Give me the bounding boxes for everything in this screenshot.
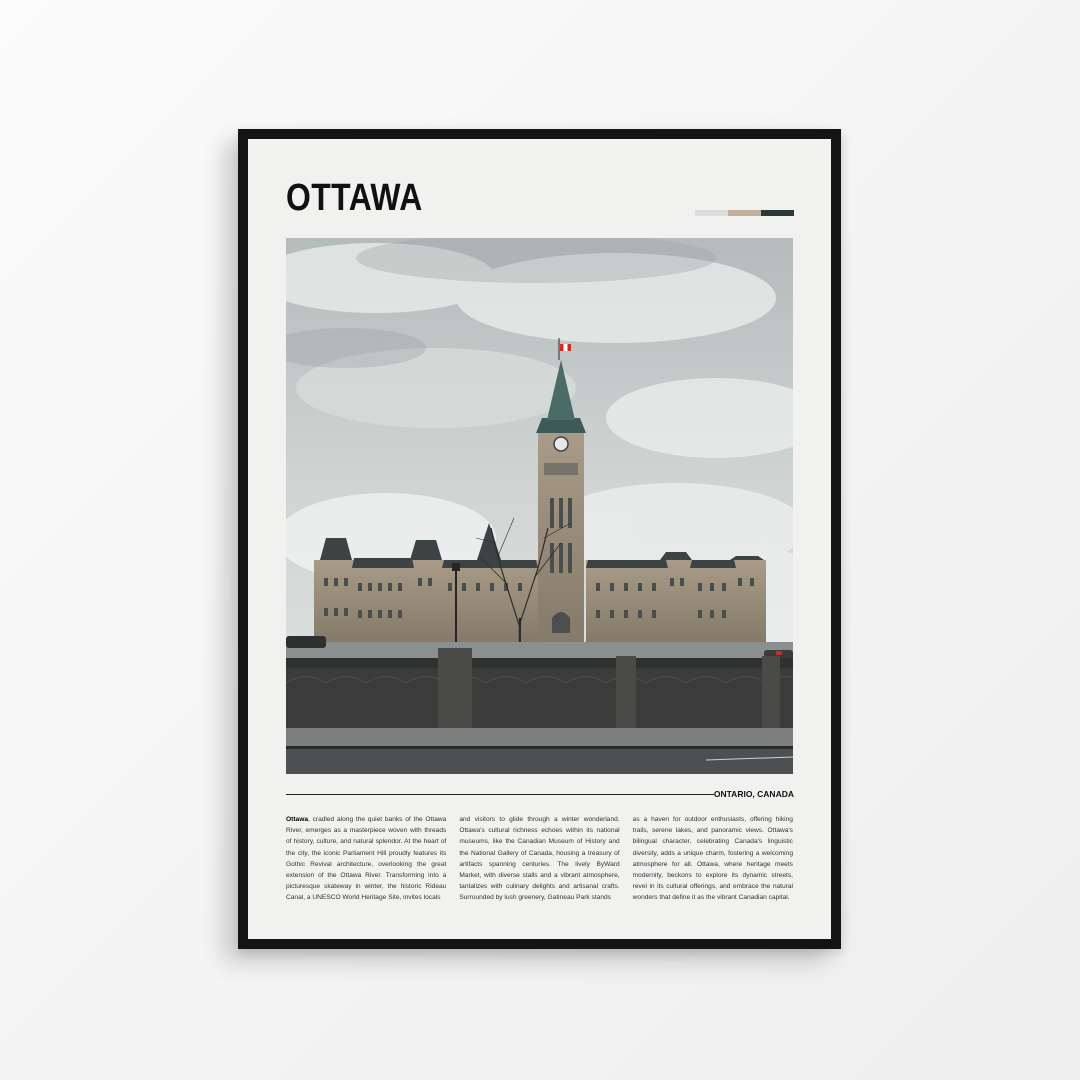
description-column-2: and visitors to glide through a winter wonderland. Ottawa's cultural richness echoes within its national museums, like the Canadian Museum of History and the National Gallery of Canada, housing a treasury of artifacts spanning centuries. The lively ByWard Market, with diverse stalls and a vibrant atmosphere, tantalizes with culinary delights and artisanal crafts. Surrounded by lush greenery, Gatineau Park stands <box>459 816 620 902</box>
poster-title: OTTAWA <box>286 177 423 219</box>
poster <box>248 139 831 939</box>
palette-swatch-2 <box>728 210 761 216</box>
palette-swatch-1 <box>695 210 728 216</box>
description-column-3: as a haven for outdoor enthusiasts, offering hiking trails, serene lakes, and panoramic views. Ottawa's bilingual character, celebrating Canada's linguistic diversity, adds a unique charm, fostering a welcoming atmosphere for all. Ottawa, where heritage meets modernity, beckons to explore its dynamic streets, revel in its cultural offerings, and embrace the natural wonders that define it as the vibrant Canadian capital. <box>632 816 793 902</box>
location-label: ONTARIO, CANADA <box>713 789 794 799</box>
parliament-photo <box>286 238 793 774</box>
color-palette <box>695 210 794 216</box>
description-column-1 <box>286 814 446 904</box>
location-divider <box>286 794 714 795</box>
description <box>286 814 793 904</box>
description-lead: Ottawa <box>286 816 308 823</box>
palette-swatch-3 <box>761 210 794 216</box>
description-column-1-text: , cradled along the quiet banks of the Ottawa River, emerges as a masterpiece woven with threads of history, culture, and natural splendor. At the heart of the city, the iconic Parliament Hill proudly features its Gothic Revival architecture, overlooking the great extension of the Ottawa River. Transforming into a picturesque skateway in winter, the historic Rideau Canal, a UNESCO World Heritage Site, invites locals <box>286 816 447 902</box>
